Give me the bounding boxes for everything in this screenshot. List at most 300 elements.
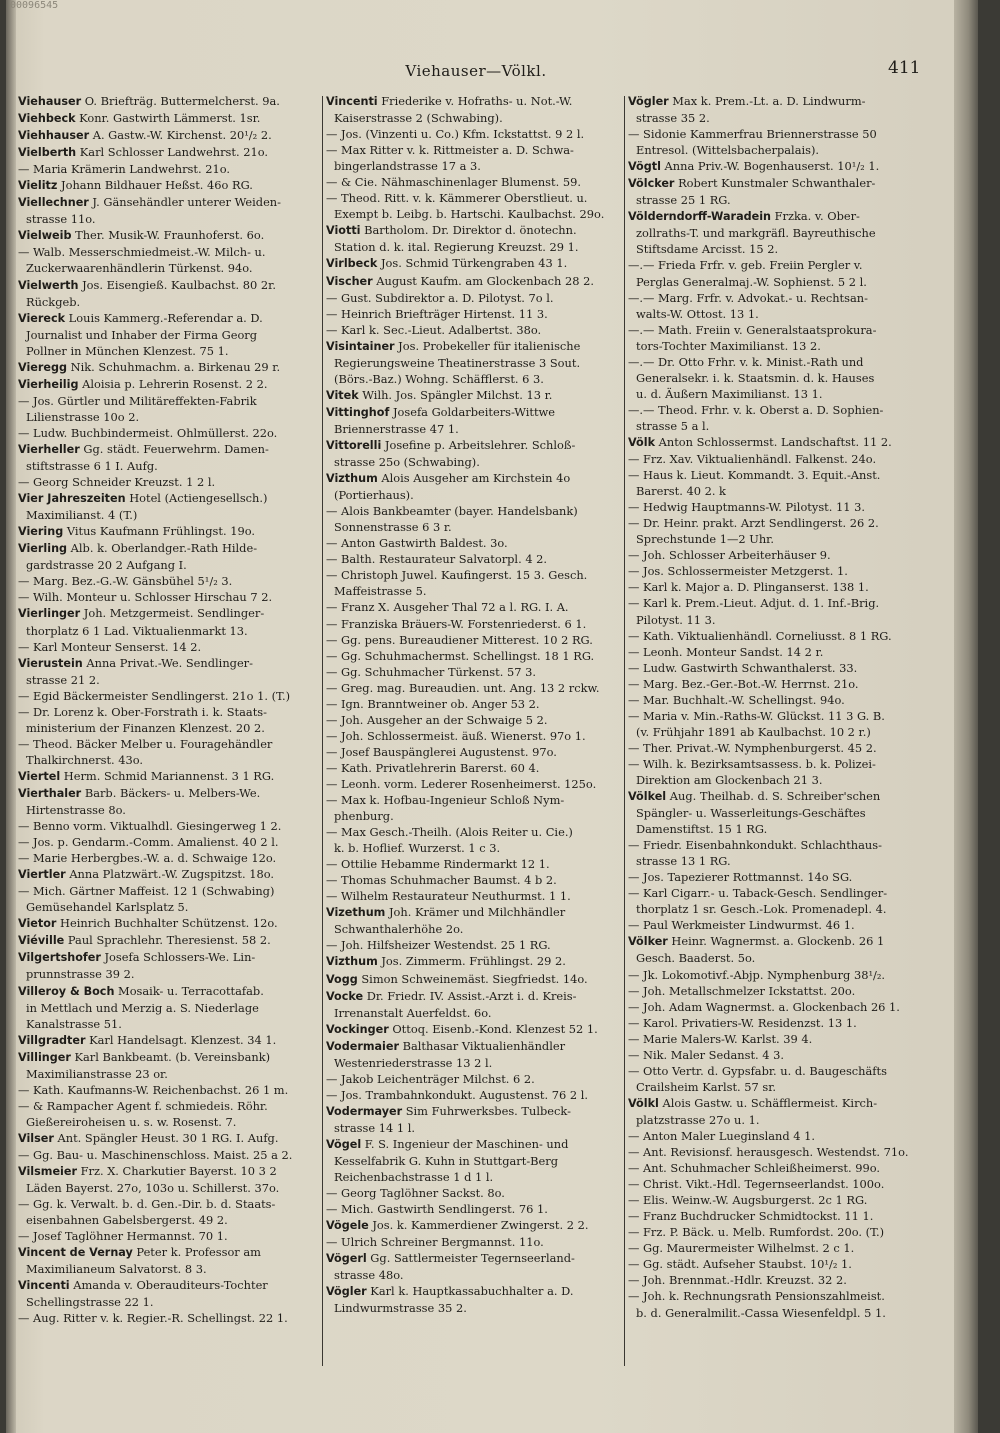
directory-entry <box>18 227 320 244</box>
directory-line <box>326 1201 622 1217</box>
directory-line <box>326 1153 622 1169</box>
entry-text: Gemüsehandel Karlsplatz 5. <box>26 900 189 915</box>
directory-entry <box>18 177 320 194</box>
directory-line <box>628 756 924 772</box>
directory-line <box>326 551 622 567</box>
entry-text: Ant. Spängler Heust. 30 1 RG. I. Aufg. <box>53 1130 279 1145</box>
directory-line <box>18 623 320 639</box>
entry-text: — Ludw. Buchbindermeist. Ohlmüllerst. 22o. <box>18 425 278 440</box>
directory-line <box>628 692 924 708</box>
entry-text: Westenriederstrasse 13 2 l. <box>334 1055 493 1070</box>
directory-line <box>18 294 320 310</box>
entry-text: — Josef Taglöhner Hermannst. 70 1. <box>18 1229 228 1244</box>
directory-entry <box>18 376 320 393</box>
entry-surname: Viotti <box>326 224 361 238</box>
entry-text: stiftstrasse 6 1 I. Aufg. <box>26 459 158 474</box>
directory-line <box>18 883 320 899</box>
entry-text: Sim Fuhrwerksbes. Tulbeck- <box>402 1103 571 1118</box>
entry-surname: Völkl <box>628 1096 659 1110</box>
directory-line <box>628 1272 924 1288</box>
directory-line <box>628 499 924 515</box>
directory-line <box>628 983 924 999</box>
directory-entry <box>628 434 924 451</box>
entry-surname: Villgradter <box>18 1033 86 1047</box>
directory-line <box>326 680 622 696</box>
directory-line <box>628 1063 924 1079</box>
directory-line <box>326 632 622 648</box>
entry-text: — Walb. Messerschmiedmeist.-W. Milch- u. <box>18 245 266 260</box>
entry-text: Gesch. Baaderst. 5o. <box>636 951 756 966</box>
directory-entry <box>18 540 320 557</box>
entry-text: — Gg. Schuhmachermst. Schellingst. 18 1 RG. <box>326 648 595 663</box>
entry-text: — Joh. Ausgeher an der Schwaige 5 2. <box>326 712 548 727</box>
directory-entry <box>18 110 320 127</box>
column-3 <box>628 93 924 1321</box>
entry-text: Frzka. v. Ober- <box>771 209 860 224</box>
entry-surname: Vierthaler <box>18 786 82 800</box>
directory-line <box>628 563 924 579</box>
directory-line <box>326 421 622 437</box>
entry-surname: Vizthum <box>326 955 378 969</box>
entry-text: Journalist und Inhaber der Firma Georg <box>26 327 258 342</box>
directory-entry <box>326 470 622 487</box>
entry-text: Direktion am Glockenbach 21 3. <box>636 772 823 787</box>
directory-line <box>326 856 622 872</box>
entry-text: — Heinrich Briefträger Hirtenst. 11 3. <box>326 306 548 321</box>
entry-text: Simon Schweinemäst. Siegfriedst. 14o. <box>357 971 588 986</box>
directory-line <box>628 1160 924 1176</box>
entry-text: — Thomas Schuhmacher Baumst. 4 b 2. <box>326 873 557 888</box>
entry-text: — Joh. Adam Wagnermst. a. Glockenbach 26 1. <box>628 999 900 1014</box>
directory-line <box>18 1228 320 1244</box>
entry-surname: Viertler <box>18 868 66 882</box>
entry-text: Josefa Goldarbeiters-Wittwe <box>389 404 556 419</box>
entry-text: — Marie Malers-W. Karlst. 39 4. <box>628 1031 813 1046</box>
directory-line <box>628 708 924 724</box>
entry-text: Dr. Friedr. IV. Assist.-Arzt i. d. Kreis- <box>363 988 577 1003</box>
entry-text: k. b. Hoflief. Wurzerst. 1 c 3. <box>334 841 501 856</box>
entry-surname: Vierheller <box>18 442 80 456</box>
column-1 <box>18 93 320 1327</box>
entry-text: — Mich. Gärtner Maffeist. 12 1 (Schwabing) <box>18 884 275 899</box>
entry-text: Barb. Bäckers- u. Melbers-We. <box>81 785 261 800</box>
directory-entry <box>18 1049 320 1066</box>
entry-text: Rückgeb. <box>26 294 81 309</box>
entry-surname: Vilgertshofer <box>18 951 101 965</box>
directory-line <box>628 483 924 499</box>
entry-text: Gg. Sattlermeister Tegernseerland- <box>366 1251 575 1266</box>
directory-entry <box>326 1136 622 1153</box>
directory-entry <box>18 1277 320 1294</box>
entry-text: O. Briefträg. Buttermelcherst. 9a. <box>81 94 280 108</box>
directory-line <box>326 599 622 615</box>
directory-entry <box>18 194 320 211</box>
directory-entry <box>18 1244 320 1261</box>
directory-line <box>18 425 320 441</box>
directory-line <box>18 161 320 177</box>
entry-text: — Jos. Schlossermeister Metzgerst. 1. <box>628 564 848 579</box>
entry-surname: Visintainer <box>326 339 395 353</box>
entry-text: — Theod. Bäcker Melber u. Fouragehändler <box>18 736 273 751</box>
entry-text: strasse 14 1 l. <box>334 1120 415 1135</box>
entry-text: Konr. Gastwirth Lämmerst. 1sr. <box>75 111 261 126</box>
entry-text: strasse 25o (Schwabing). <box>334 455 480 470</box>
directory-line <box>326 744 622 760</box>
entry-text: strasse 48o. <box>334 1268 404 1283</box>
entry-text: Johann Bildhauer Heßst. 46o RG. <box>57 178 253 193</box>
directory-entry <box>18 949 320 966</box>
directory-entry <box>326 222 622 239</box>
page-edge <box>954 0 978 1433</box>
directory-line <box>18 1147 320 1163</box>
entry-text: Schwanthalerhöhe 2o. <box>334 922 464 937</box>
entry-text: Jos. Schmid Türkengraben 43 1. <box>377 256 568 271</box>
entry-text: Karl Handelsagt. Klenzest. 34 1. <box>85 1032 277 1047</box>
directory-entry <box>18 93 320 110</box>
entry-text: — Theod. Ritt. v. k. Kämmerer Oberstlieut. u. <box>326 191 588 206</box>
directory-line <box>628 869 924 885</box>
entry-text: — Gg. pens. Bureaudiener Mitterest. 10 2 RG. <box>326 632 593 647</box>
directory-line <box>18 211 320 227</box>
directory-line <box>18 1261 320 1277</box>
directory-line <box>18 557 320 573</box>
directory-line <box>628 821 924 837</box>
directory-line <box>326 1185 622 1201</box>
directory-entry <box>326 953 622 970</box>
directory-entry <box>628 208 924 225</box>
directory-line <box>628 1240 924 1256</box>
entry-text: Station d. k. ital. Regierung Kreuzst. 29 1. <box>334 240 579 255</box>
entry-text: Karl Schlosser Landwehrst. 21o. <box>76 145 268 160</box>
entry-text: Karl Bankbeamt. (b. Vereinsbank) <box>70 1049 271 1064</box>
entry-text: —.— Marg. Frfr. v. Advokat.- u. Rechtsan- <box>628 290 868 305</box>
entry-text: — Jos. Trambahnkondukt. Augustenst. 76 2 l. <box>326 1087 588 1102</box>
entry-text: — Mar. Buchhalt.-W. Schellingst. 94o. <box>628 692 845 707</box>
entry-text: u. d. Äußern Maximilianst. 13 1. <box>636 386 823 401</box>
directory-entry <box>326 338 622 355</box>
directory-entry <box>18 785 320 802</box>
directory-line <box>628 257 924 273</box>
entry-surname: Vogg <box>326 972 358 986</box>
directory-entry <box>326 1103 622 1120</box>
directory-line <box>326 503 622 519</box>
directory-line <box>18 736 320 752</box>
directory-line <box>628 338 924 354</box>
directory-line <box>628 1031 924 1047</box>
entry-surname: Viehhauser <box>18 129 90 143</box>
directory-entry <box>326 904 622 921</box>
entry-text: — Karol. Privatiers-W. Residenzst. 13 1. <box>628 1015 857 1030</box>
entry-surname: Vodermayer <box>326 1104 403 1118</box>
entry-text: — Friedr. Eisenbahnkondukt. Schlachthaus- <box>628 838 882 853</box>
directory-line <box>628 467 924 483</box>
entry-text: Kesselfabrik G. Kuhn in Stuttgart-Berg <box>334 1154 559 1169</box>
entry-text: Frz. X. Charkutier Bayerst. 10 3 2 <box>76 1164 277 1179</box>
entry-surname: Vielwerth <box>18 278 79 292</box>
directory-line <box>326 840 622 856</box>
entry-surname: Villinger <box>18 1050 71 1064</box>
entry-surname: Völkel <box>628 790 667 804</box>
directory-line <box>628 628 924 644</box>
directory-entry <box>18 1130 320 1147</box>
directory-line <box>628 999 924 1015</box>
directory-line <box>326 206 622 222</box>
directory-entry <box>18 277 320 294</box>
entry-text: Ottoq. Eisenb.-Kond. Klenzest 52 1. <box>388 1021 598 1036</box>
entry-surname: Vodermaier <box>326 1039 399 1053</box>
entry-text: Pollner in München Klenzest. 75 1. <box>26 343 229 358</box>
directory-line <box>326 1087 622 1103</box>
entry-text: — Greg. mag. Bureaudien. unt. Ang. 13 2 rckw. <box>326 680 600 695</box>
entry-text: b. d. Generalmilit.-Cassa Wiesenfeldpl. 5 1. <box>636 1305 886 1320</box>
entry-text: Wilh. Jos. Spängler Milchst. 13 r. <box>358 387 553 402</box>
entry-text: — Ludw. Gastwirth Schwanthalerst. 33. <box>628 660 858 675</box>
directory-line <box>628 1192 924 1208</box>
directory-line <box>18 1098 320 1114</box>
directory-line <box>18 409 320 425</box>
entry-text: — Dr. Heinr. prakt. Arzt Sendlingerst. 26 2. <box>628 516 879 531</box>
entry-text: —.— Dr. Otto Frhr. v. k. Minist.-Rath und <box>628 354 864 369</box>
directory-entry <box>18 144 320 161</box>
entry-text: — Anton Gastwirth Baldest. 3o. <box>326 536 508 551</box>
entry-text: — Gg. städt. Aufseher Staubst. 10¹/₂ 1. <box>628 1257 852 1272</box>
entry-text: — Ther. Privat.-W. Nymphenburgerst. 45 2. <box>628 740 877 755</box>
directory-line <box>628 451 924 467</box>
entry-surname: Vietor <box>18 917 57 931</box>
entry-text: Aloisia p. Lehrerin Rosenst. 2 2. <box>78 376 268 391</box>
directory-line <box>628 1047 924 1063</box>
entry-text: thorplatz 1 sr. Gesch.-Lok. Promenadepl. 4. <box>636 902 887 917</box>
entry-surname: Viehbeck <box>18 112 76 126</box>
entry-text: — Elis. Weinw.-W. Augsburgerst. 2c 1 RG. <box>628 1193 868 1208</box>
directory-line <box>628 370 924 386</box>
directory-line <box>628 724 924 740</box>
entry-text: Exempt b. Leibg. b. Hartschi. Kaulbachst. 29o. <box>334 207 605 222</box>
entry-text: Läden Bayerst. 27o, 103o u. Schillerst. 37o. <box>26 1181 280 1196</box>
directory-entry <box>326 387 622 404</box>
entry-text: in Mettlach und Merzig a. S. Niederlage <box>26 1000 259 1015</box>
entry-surname: Vittorelli <box>326 438 382 452</box>
entry-text: Josefa Schlossers-We. Lin- <box>100 950 256 965</box>
entry-text: Regierungsweine Theatinerstrasse 3 Sout. <box>334 355 581 370</box>
directory-line <box>628 660 924 676</box>
directory-line <box>18 1180 320 1196</box>
directory-line <box>326 1267 622 1283</box>
directory-line <box>18 1016 320 1032</box>
entry-text: strasse 21 2. <box>26 672 100 687</box>
entry-text: J. Gänsehändler unterer Weiden- <box>88 195 281 210</box>
directory-line <box>326 110 622 126</box>
entry-text: (v. Frühjahr 1891 ab Kaulbachst. 10 2 r.) <box>636 724 871 739</box>
entry-text: — Jos. Gürtler und Militäreffekten-Fabrik <box>18 393 257 408</box>
directory-line <box>326 937 622 953</box>
entry-surname: Vögler <box>628 95 669 108</box>
directory-entry <box>18 866 320 883</box>
entry-text: — Joh. Metallschmelzer Ickstattst. 20o. <box>628 983 856 998</box>
entry-text: — Marie Herbergbes.-W. a. d. Schwaige 12o. <box>18 851 277 866</box>
directory-line <box>628 853 924 869</box>
entry-text: — Marg. Bez.-G.-W. Gänsbühel 5¹/₂ 3. <box>18 574 233 589</box>
entry-text: — Karl k. Major a. D. Plinganserst. 138 1. <box>628 580 869 595</box>
directory-line <box>326 487 622 503</box>
entry-text: — Joh. Hilfsheizer Westendst. 25 1 RG. <box>326 938 551 953</box>
entry-text: — Alois Bankbeamter (bayer. Handelsbank) <box>326 504 578 519</box>
entry-text: — Georg Taglöhner Sackst. 8o. <box>326 1186 505 1201</box>
column-rule <box>624 96 625 1366</box>
entry-surname: Vierustein <box>18 656 83 670</box>
entry-text: strasse 13 1 RG. <box>636 854 731 869</box>
entry-text: Max k. Prem.-Lt. a. D. Lindwurm- <box>668 94 866 108</box>
directory-entry <box>18 310 320 327</box>
entry-text: Anna Privat.-We. Sendlinger- <box>82 655 253 670</box>
entry-text: Maximilianstrasse 23 or. <box>26 1066 168 1081</box>
directory-line <box>628 126 924 142</box>
directory-line <box>628 772 924 788</box>
directory-line <box>628 950 924 966</box>
entry-text: — Karl k. Sec.-Lieut. Adalbertst. 38o. <box>326 322 542 337</box>
entry-text: Alois Ausgeher am Kirchstein 4o <box>377 471 571 486</box>
entry-text: — Karl Cigarr.- u. Taback-Gesch. Sendlinger- <box>628 886 888 901</box>
directory-entry <box>18 441 320 458</box>
directory-line <box>628 402 924 418</box>
entry-text: — Christoph Juwel. Kaufingerst. 15 3. Gesch. <box>326 568 588 583</box>
entry-text: — Dr. Lorenz k. Ober-Forstrath i. k. Staats- <box>18 704 267 719</box>
entry-text: strasse 25 1 RG. <box>636 193 731 208</box>
entry-surname: Viereck <box>18 311 66 325</box>
entry-text: — Gg. Bau- u. Maschinenschloss. Maist. 25 a 2. <box>18 1148 293 1162</box>
entry-text: F. S. Ingenieur der Maschinen- und <box>361 1137 569 1151</box>
entry-text: — Ulrich Schreiner Bergmannst. 11o. <box>326 1235 544 1250</box>
entry-text: strasse 35 2. <box>636 111 710 126</box>
entry-text: Generalsekr. i. k. Staatsmin. d. k. Hauses <box>636 370 875 385</box>
entry-surname: Vielweib <box>18 229 72 243</box>
entry-surname: Vierheilig <box>18 377 79 391</box>
entry-surname: Vincenti <box>18 1279 70 1293</box>
directory-line <box>628 322 924 338</box>
directory-line <box>326 567 622 583</box>
entry-text: August Kaufm. am Glockenbach 28 2. <box>372 273 594 288</box>
directory-line <box>628 1256 924 1272</box>
entry-text: Lindwurmstrasse 35 2. <box>334 1301 467 1316</box>
entry-text: — Otto Vertr. d. Gypsfabr. u. d. Baugeschäfts <box>628 1063 887 1078</box>
entry-text: — Egid Bäckermeister Sendlingerst. 21o 1. (T.) <box>18 688 291 703</box>
directory-line <box>326 174 622 190</box>
directory-line <box>326 712 622 728</box>
entry-text: Heinr. Wagnermst. a. Glockenb. 26 1 <box>667 934 885 949</box>
entry-text: Josefine p. Arbeitslehrer. Schloß- <box>381 437 576 452</box>
entry-surname: Vockinger <box>326 1022 389 1036</box>
directory-line <box>326 808 622 824</box>
entry-text: Anna Priv.-W. Bogenhauserst. 10¹/₂ 1. <box>660 159 880 174</box>
directory-entry <box>18 359 320 376</box>
directory-line <box>326 535 622 551</box>
entry-text: Schellingstrasse 22 1. <box>26 1295 154 1310</box>
entry-text: — Kath. Privatlehrerin Barerst. 60 4. <box>326 760 540 775</box>
entry-surname: Vierling <box>18 542 68 556</box>
directory-entry <box>18 490 320 507</box>
entry-surname: Völderndorff-Waradein <box>628 210 772 224</box>
entry-text: thorplatz 6 1 Lad. Viktualienmarkt 13. <box>26 623 248 638</box>
entry-surname: Vincenti <box>326 95 378 108</box>
directory-line <box>326 190 622 206</box>
entry-surname: Völk <box>628 435 656 449</box>
entry-text: Jos. Probekeller für italienische <box>394 338 581 353</box>
directory-line <box>326 760 622 776</box>
directory-line <box>326 1055 622 1071</box>
directory-line <box>628 225 924 241</box>
directory-line <box>628 885 924 901</box>
entry-text: platzstrasse 27o u. 1. <box>636 1112 760 1127</box>
directory-line <box>628 917 924 933</box>
entry-text: Vitus Kaufmann Frühlingst. 19o. <box>63 524 255 539</box>
directory-line <box>326 519 622 535</box>
directory-line <box>326 664 622 680</box>
directory-line <box>628 142 924 158</box>
directory-line <box>18 639 320 655</box>
directory-line <box>326 1005 622 1021</box>
entry-surname: Viellechner <box>18 196 89 210</box>
directory-line <box>18 899 320 915</box>
directory-line <box>326 1234 622 1250</box>
directory-line <box>628 805 924 821</box>
directory-entry <box>326 255 622 272</box>
entry-text: — Balth. Restaurateur Salvatorpl. 4 2. <box>326 552 548 567</box>
directory-line <box>326 306 622 322</box>
entry-text: Thalkirchnerst. 43o. <box>26 752 144 767</box>
entry-text: Robert Kunstmaler Schwanthaler- <box>674 176 876 191</box>
entry-text: Heinrich Buchhalter Schützenst. 12o. <box>56 916 278 931</box>
entry-text: Mosaik- u. Terracottafab. <box>114 983 264 998</box>
directory-line <box>18 850 320 866</box>
entry-surname: Völcker <box>628 177 675 191</box>
entry-surname: Vierlinger <box>18 607 81 621</box>
entry-text: Anton Schlossermst. Landschaftst. 11 2. <box>655 434 892 449</box>
directory-line <box>628 1079 924 1095</box>
directory-line <box>18 589 320 605</box>
entry-text: — Karl Monteur Senserst. 14 2. <box>18 639 202 654</box>
entry-text: — Frz. P. Bäck. u. Melb. Rumfordst. 20o. (T.) <box>628 1225 885 1240</box>
directory-line <box>18 1294 320 1310</box>
entry-text: — Max k. Hofbau-Ingenieur Schloß Nym- <box>326 793 565 808</box>
entry-text: — Marg. Bez.-Ger.-Bot.-W. Herrnst. 21o. <box>628 676 859 691</box>
directory-entry <box>628 933 924 950</box>
entry-text: Amanda v. Oberauditeurs-Tochter <box>69 1278 268 1293</box>
entry-text: (Portierhaus). <box>334 488 414 503</box>
entry-text: — Jos. (Vinzenti u. Co.) Kfm. Ickstattst. 9 2 l. <box>326 127 585 142</box>
entry-surname: Vögtl <box>628 160 661 174</box>
directory-entry <box>18 523 320 540</box>
directory-entry <box>326 1021 622 1038</box>
entry-text: zollraths-T. und markgräfl. Bayreuthische <box>636 226 876 241</box>
entry-text: Stiftsdame Arcisst. 15 2. <box>636 242 779 257</box>
directory-line <box>628 901 924 917</box>
entry-surname: Vieregg <box>18 360 68 374</box>
entry-text: — Joh. Schlosser Arbeiterhäuser 9. <box>628 548 831 563</box>
entry-text: Maximilianeum Salvatorst. 8 3. <box>26 1262 207 1277</box>
entry-surname: Vilsmeier <box>18 1165 77 1179</box>
entry-text: — Leonh. vorm. Lederer Rosenheimerst. 125o. <box>326 776 597 791</box>
entry-text: Reichenbachstrasse 1 d 1 l. <box>334 1170 494 1185</box>
directory-line <box>326 142 622 158</box>
entry-surname: Vögele <box>326 1219 369 1233</box>
entry-text: — Jakob Leichenträger Milchst. 6 2. <box>326 1071 535 1086</box>
directory-entry <box>18 983 320 1000</box>
entry-surname: Vittinghof <box>326 405 390 419</box>
directory-entry <box>326 1283 622 1300</box>
entry-text: Sprechstunde 1—2 Uhr. <box>636 532 774 547</box>
entry-text: Hirtenstrasse 8o. <box>26 803 126 818</box>
directory-line <box>326 239 622 255</box>
